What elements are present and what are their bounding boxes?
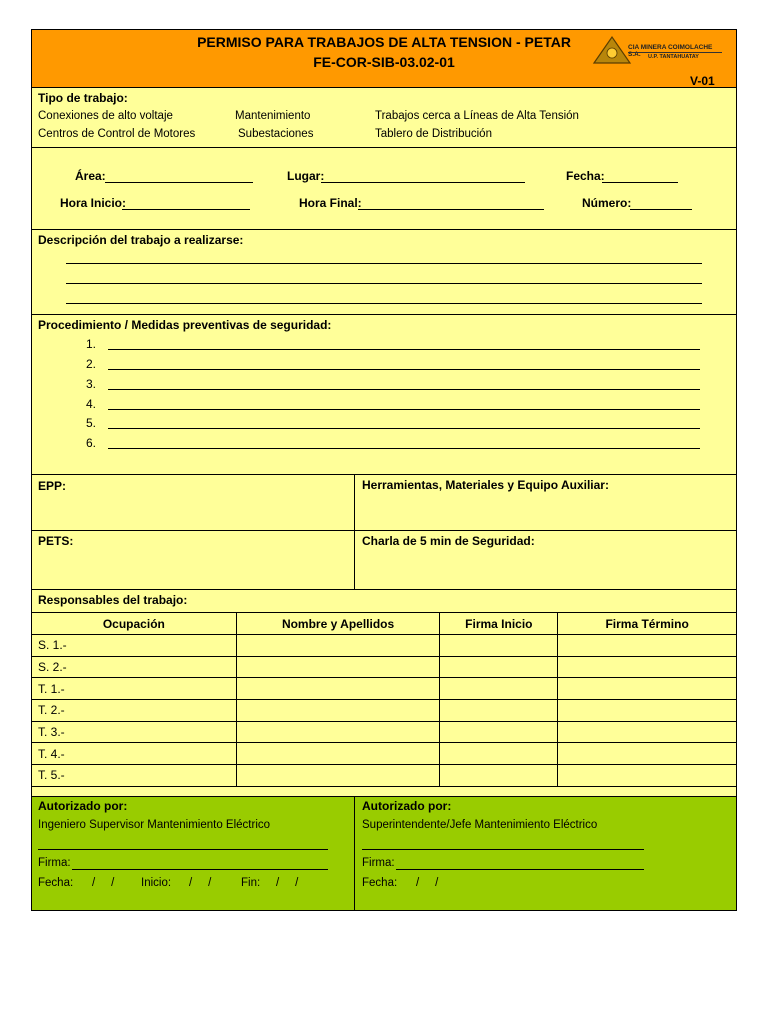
procedimiento-label: Procedimiento / Medidas preventivas de seguridad:: [38, 318, 332, 332]
autorizado-left-name-line[interactable]: [38, 849, 328, 850]
tipo-trabajo-section: [31, 88, 737, 148]
column-header-firma-inicio: Firma Inicio: [440, 613, 558, 635]
column-header-ocupacion: Ocupación: [32, 613, 237, 635]
procedimiento-line[interactable]: [108, 349, 700, 350]
firma-right-label: Firma:: [362, 857, 395, 869]
cell-firma-inicio[interactable]: [440, 721, 558, 743]
cell-firma-inicio[interactable]: [440, 765, 558, 787]
hora-inicio-label: Hora Inicio:: [60, 196, 127, 210]
epp-label: EPP:: [38, 479, 67, 493]
datos-section: [31, 148, 737, 230]
lugar-field[interactable]: [321, 182, 525, 183]
responsables-table: [31, 612, 737, 787]
procedimiento-number: 2.: [86, 357, 97, 371]
autorizado-right-label: Autorizado por:: [362, 799, 452, 813]
cell-firma-termino[interactable]: [558, 678, 737, 700]
descripcion-label: Descripción del trabajo a realizarse:: [38, 233, 244, 247]
procedimiento-number: 3.: [86, 377, 97, 391]
cell-nombre[interactable]: [236, 765, 440, 787]
procedimiento-section: [31, 315, 737, 475]
tipo-option[interactable]: Trabajos cerca a Líneas de Alta Tensión: [375, 110, 579, 122]
table-row: [32, 743, 737, 765]
hora-final-label: Hora Final:: [299, 196, 362, 210]
hora-final-field[interactable]: [358, 209, 544, 210]
row-ocupacion: S. 2.-: [32, 656, 237, 678]
cell-firma-inicio[interactable]: [440, 656, 558, 678]
cell-firma-inicio[interactable]: [440, 700, 558, 722]
tipo-trabajo-label: Tipo de trabajo:: [38, 91, 128, 105]
procedimiento-line[interactable]: [108, 369, 700, 370]
charla-label: Charla de 5 min de Seguridad:: [362, 534, 535, 548]
responsables-label: Responsables del trabajo:: [38, 593, 188, 607]
inicio-left-label: Inicio:: [141, 877, 172, 889]
fecha-right-label: Fecha:: [362, 877, 398, 889]
fecha-label: Fecha:: [566, 169, 605, 183]
descripcion-section: [31, 230, 737, 315]
logo-mountain-icon: [592, 33, 632, 67]
cell-nombre[interactable]: [236, 635, 440, 657]
numero-field[interactable]: [630, 209, 692, 210]
column-header-firma-termino: Firma Término: [558, 613, 737, 635]
cell-nombre[interactable]: [236, 743, 440, 765]
autorizado-left-role: Ingeniero Supervisor Mantenimiento Eléctrico: [38, 819, 271, 831]
responsables-section: [31, 590, 737, 797]
tipo-option[interactable]: Centros de Control de Motores: [38, 128, 196, 140]
fin-left-label: Fin:: [241, 877, 261, 889]
cell-firma-termino[interactable]: [558, 656, 737, 678]
row-ocupacion: S. 1.-: [32, 635, 237, 657]
cell-nombre[interactable]: [236, 700, 440, 722]
column-header-nombre: Nombre y Apellidos: [236, 613, 440, 635]
lugar-label: Lugar:: [287, 169, 325, 183]
procedimiento-number: 5.: [86, 416, 97, 430]
procedimiento-line[interactable]: [108, 428, 700, 429]
table-row: [32, 700, 737, 722]
tipo-option[interactable]: Conexiones de alto voltaje: [38, 110, 173, 122]
procedimiento-number: 1.: [86, 337, 97, 351]
descripcion-line[interactable]: [66, 303, 702, 304]
pets-section: [31, 531, 737, 590]
cell-nombre[interactable]: [236, 678, 440, 700]
company-logo: [592, 33, 726, 67]
autorizado-left-label: Autorizado por:: [38, 799, 128, 813]
fecha-left-field[interactable]: / /: [92, 877, 115, 889]
inicio-left-field[interactable]: / /: [189, 877, 212, 889]
cell-firma-inicio[interactable]: [440, 743, 558, 765]
hora-inicio-field[interactable]: [122, 209, 250, 210]
descripcion-line[interactable]: [66, 283, 702, 284]
row-ocupacion: T. 1.-: [32, 678, 237, 700]
cell-firma-inicio[interactable]: [440, 678, 558, 700]
table-row: [32, 635, 737, 657]
fin-left-field[interactable]: / /: [276, 877, 299, 889]
descripcion-line[interactable]: [66, 263, 702, 264]
firma-left-label: Firma:: [38, 857, 71, 869]
area-label: Área:: [75, 169, 106, 183]
procedimiento-number: 6.: [86, 436, 97, 450]
autorizado-right-name-line[interactable]: [362, 849, 644, 850]
procedimiento-line[interactable]: [108, 409, 700, 410]
cell-firma-termino[interactable]: [558, 743, 737, 765]
row-ocupacion: T. 2.-: [32, 700, 237, 722]
form-code: FE-COR-SIB-03.02-01: [313, 54, 455, 70]
firma-left-field[interactable]: [72, 869, 328, 870]
area-field[interactable]: [105, 182, 253, 183]
cell-nombre[interactable]: [236, 721, 440, 743]
fecha-left-label: Fecha:: [38, 877, 74, 889]
cell-firma-termino[interactable]: [558, 635, 737, 657]
fecha-right-field[interactable]: / /: [416, 877, 439, 889]
table-row: [32, 765, 737, 787]
procedimiento-line[interactable]: [108, 389, 700, 390]
form-title: PERMISO PARA TRABAJOS DE ALTA TENSION - PETAR: [197, 34, 571, 50]
numero-label: Número:: [582, 196, 632, 210]
cell-firma-inicio[interactable]: [440, 635, 558, 657]
firma-right-field[interactable]: [396, 869, 644, 870]
epp-section: [31, 475, 737, 531]
procedimiento-line[interactable]: [108, 448, 700, 449]
table-header-row: [32, 613, 737, 635]
row-ocupacion: T. 4.-: [32, 743, 237, 765]
cell-firma-termino[interactable]: [558, 700, 737, 722]
cell-firma-termino[interactable]: [558, 721, 737, 743]
autorizado-right-role: Superintendente/Jefe Mantenimiento Eléctrico: [362, 819, 598, 831]
tipo-option[interactable]: Subestaciones: [238, 128, 314, 140]
procedimiento-number: 4.: [86, 397, 97, 411]
cell-nombre[interactable]: [236, 656, 440, 678]
tipo-option[interactable]: Tablero de Distribución: [375, 128, 492, 140]
logo-unit: U.P. TANTAHUATAY: [648, 54, 699, 60]
table-row: [32, 721, 737, 743]
form-version: V-01: [690, 74, 715, 88]
fecha-field[interactable]: [602, 182, 678, 183]
herramientas-label: Herramientas, Materiales y Equipo Auxiliar:: [362, 478, 609, 492]
tipo-option[interactable]: Mantenimiento: [235, 110, 311, 122]
row-ocupacion: T. 5.-: [32, 765, 237, 787]
logo-company: CIA MINERA COIMOLACHE S.A.: [628, 44, 713, 58]
autorizacion-section: [31, 797, 737, 911]
cell-firma-termino[interactable]: [558, 765, 737, 787]
pets-label: PETS:: [38, 534, 74, 548]
row-ocupacion: T. 3.-: [32, 721, 237, 743]
table-row: [32, 678, 737, 700]
table-row: [32, 656, 737, 678]
